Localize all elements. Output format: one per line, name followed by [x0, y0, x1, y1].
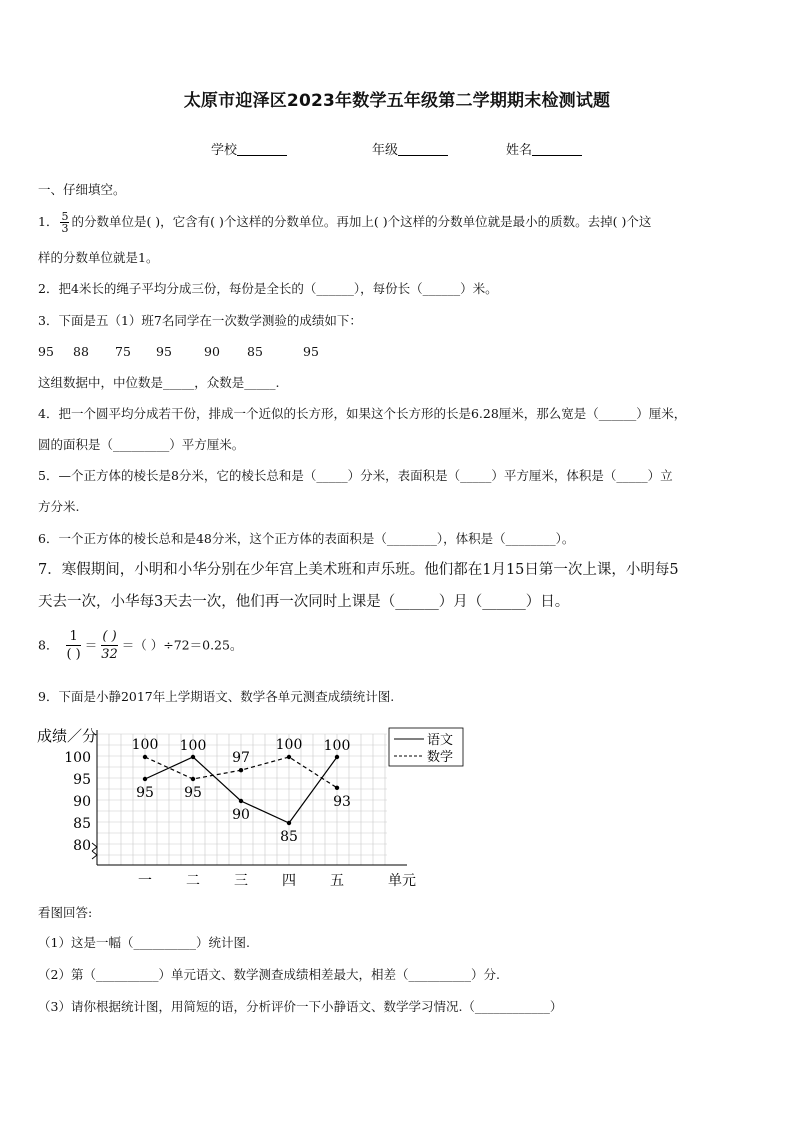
data-point — [335, 755, 339, 759]
look-prompt: 看图回答: — [38, 905, 93, 920]
question-1-cont: 样的分数单位就是1。 — [38, 250, 159, 265]
question-2: 2．把4米长的绳子平均分成三份，每份是全长的（______），每份长（______）米。 — [38, 281, 498, 296]
data-label: 95 — [184, 785, 202, 801]
x-axis-label: 单元 — [388, 873, 416, 889]
axis-break-mark — [92, 843, 97, 859]
school-label: 学校 — [211, 143, 238, 158]
y-tick-label: 80 — [73, 838, 91, 854]
score-item: 88 — [73, 344, 89, 359]
y-tick-label: 85 — [73, 816, 91, 832]
score-item: 75 — [115, 344, 131, 359]
question-1: 1． $\frac{5}{3}$ 的分数单位是( )，它含有( )个这样的分数单位。再加上( )个这样的分数单位就是最小的质数。去掉( )个这 — [38, 210, 652, 235]
data-point — [191, 755, 195, 759]
question-5: 5．—个正方体的棱长是8分米，它的棱长总和是（_____）分米，表面积是（_____）平方厘米，体积是（_____）立 — [38, 468, 673, 483]
data-label: 90 — [232, 807, 250, 823]
x-tick-label: 三 — [234, 873, 248, 889]
data-point — [287, 755, 291, 759]
data-point — [143, 777, 147, 781]
question-7: 7．寒假期间，小明和小华分别在少年宫上美术班和声乐班。他们都在1月15日第一次上课，小明每5 — [38, 562, 679, 578]
data-label: 95 — [136, 785, 154, 801]
data-label: 100 — [323, 738, 351, 754]
x-tick-label: 二 — [186, 873, 200, 889]
question-9: 9．下面是小静2017年上学期语文、数学各单元测查成绩统计图. — [38, 689, 395, 704]
y-tick-label: 100 — [64, 750, 91, 766]
score-item: 95 — [303, 344, 319, 359]
grade-field[interactable] — [372, 139, 448, 158]
x-tick-label: 四 — [282, 873, 296, 889]
data-point — [335, 786, 339, 790]
question-3: 3．下面是五（1）班7名同学在一次数学测验的成绩如下： — [38, 313, 362, 328]
question-4-cont: 圆的面积是（_________）平方厘米。 — [38, 437, 245, 452]
score-item: 85 — [247, 344, 263, 359]
data-label: 93 — [333, 793, 351, 810]
question-8: 8． $\frac{1}{( )}$ ＝ $\frac{( )}{32}$ ＝（ ）÷72＝0.25。 — [38, 629, 243, 662]
question-9-2: （2）第（__________）单元语文、数学测查成绩相差最大，相差（__________）分. — [38, 967, 500, 982]
line-chart — [35, 720, 475, 895]
section-heading: 一、仔细填空。 — [38, 182, 126, 197]
question-3-cont: 这组数据中，中位数是_____，众数是_____. — [38, 375, 280, 390]
question-7-cont: 天去一次，小华每3天去一次，他们再一次同时上课是（______）月（______）日。 — [38, 594, 570, 610]
data-point — [239, 799, 243, 803]
data-label: 85 — [280, 829, 298, 845]
question-9-3: （3）请你根据统计图，用简短的语，分析评价一下小静语文、数学学习情况.（____________） — [38, 999, 563, 1014]
question-5-cont: 方分米. — [38, 499, 80, 514]
y-tick-label: 95 — [73, 772, 91, 788]
question-4: 4．把一个圆平均分成若干份，排成一个近似的长方形，如果这个长方形的长是6.28厘米，那么宽是（______）厘米， — [38, 406, 687, 421]
data-label: 100 — [131, 737, 159, 753]
data-label: 100 — [275, 737, 303, 753]
legend-label: 语文 — [427, 733, 454, 748]
data-point — [287, 821, 291, 825]
school-field[interactable] — [211, 139, 287, 158]
score-item: 95 — [38, 344, 54, 359]
page-title: 太原市迎泽区2023年数学五年级第二学期期末检测试题 — [183, 91, 611, 111]
score-item: 90 — [204, 344, 220, 359]
y-tick-label: 90 — [73, 794, 91, 810]
name-field[interactable] — [506, 139, 582, 158]
y-axis-label: 成绩／分 — [37, 727, 98, 745]
question-6: 6．一个正方体的棱长总和是48分米，这个正方体的表面积是（________），体积是（________）。 — [38, 531, 575, 546]
data-label: 100 — [179, 738, 207, 754]
question-9-1: （1）这是一幅（__________）统计图. — [38, 935, 250, 950]
data-label: 97 — [232, 750, 250, 767]
grade-label: 年级 — [372, 143, 399, 158]
data-point — [239, 768, 243, 772]
x-tick-label: 一 — [138, 873, 152, 889]
data-point — [191, 777, 195, 781]
score-item: 95 — [156, 344, 172, 359]
data-point — [143, 755, 147, 759]
name-label: 姓名 — [506, 143, 533, 158]
x-tick-label: 五 — [330, 873, 344, 889]
legend-label: 数学 — [427, 750, 454, 765]
